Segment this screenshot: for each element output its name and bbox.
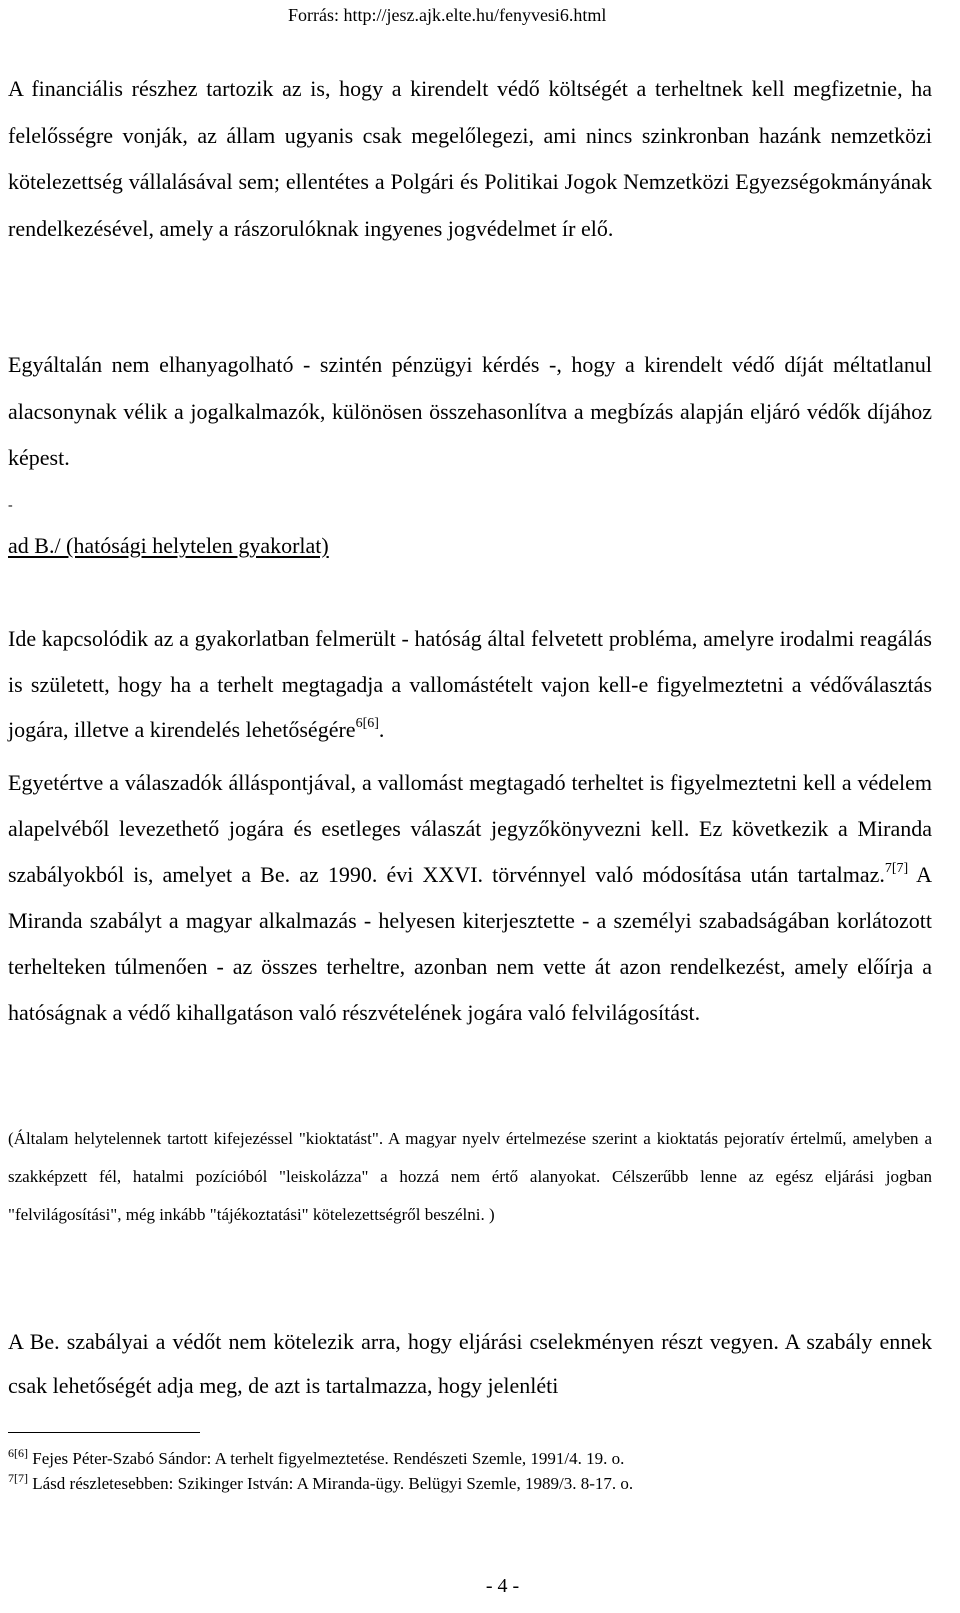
paragraph-miranda-text-a: Egyetértve a válaszadók álláspontjával, a vallomást megtagadó terheltet is figyelmeztetni kell a védelem alapelvéből levezethető jogára és esetleges válaszát jegyzőkönyvezni kell. Ez következik a Miranda szabályokból is, amelyet a Be. az 1990. évi XXVI. törvénnyel való módosítása után tartalmaz. — [8, 770, 932, 887]
footnote-separator — [8, 1432, 200, 1433]
paragraph-fees: Egyáltalán nem elhanyagolható - szintén pénzügyi kérdés -, hogy a kirendelt védő díját méltatlanul alacsonynak vélik a jogalkalmazók, különösen összehasonlítva a megbízás alapján eljáró védők díjához képest. — [8, 352, 932, 470]
paragraph-practice-end: . — [378, 717, 385, 742]
paragraph-practice-text: Ide kapcsolódik az a gyakorlatban felmerült - hatóság által felvetett probléma, amelyre irodalmi reagálás is született, hogy ha a terhelt megtagadja a vallomástételt vajon kell-e figyelmeztetni a védőválasztás jogára, illetve a kirendelés lehetőségére — [8, 626, 932, 742]
footnote-7 — [8, 1471, 932, 1496]
paragraph-be-rules: A Be. szabályai a védőt nem kötelezik arra, hogy eljárási cselekményen részt vegyen. A szabály ennek csak lehetőségét adja meg, de azt is tartalmazza, hogy jelenléti — [8, 1329, 932, 1398]
footnote-6 — [8, 1446, 932, 1471]
footnote-ref-6[interactable]: 6[6] — [355, 716, 379, 731]
footnote-mark-6: 6[6] — [8, 1446, 28, 1460]
paragraph-miranda-text-b: A Miranda szabályt a magyar alkalmazás - helyesen kiterjesztette - a személyi szabadságában korlátozott terhelteken túlmenően - az összes terheltre, azonban nem vette át azon rendelkezést, amely előírja a hatóságnak a védő kihallgatáson való részvételének jogára való felvilágosítást. — [8, 862, 932, 1025]
footnote-text-7: Lásd részletesebben: Szikinger István: A Miranda-ügy. Belügyi Szemle, 1989/3. 8-17. o. — [28, 1474, 634, 1493]
dash-marker: - — [8, 498, 13, 513]
source-header: Forrás: http://jesz.ajk.elte.hu/fenyvesi6.html — [288, 5, 607, 25]
footnotes — [8, 1446, 932, 1496]
section-heading: ad B./ (hatósági helytelen gyakorlat) — [8, 533, 329, 558]
footnote-text-6: Fejes Péter-Szabó Sándor: A terhelt figyelmeztetése. Rendészeti Szemle, 1991/4. 19. o. — [28, 1449, 625, 1468]
paragraph-miranda — [8, 760, 932, 1036]
parenthetical-note: (Általam helytelennek tartott kifejezéssel "kioktatást". A magyar nyelv értelmezése szerint a kioktatás pejoratív értelmű, amelyben a szakképzett fél, hatalmi pozícióból "leiskolázza" a hozzá nem értő alanyokat. Célszerűbb lenne az egész eljárási jogban "felvilágosítási", még inkább "tájékoztatási" kötelezettségről beszélni. ) — [8, 1129, 932, 1224]
footnote-mark-7: 7[7] — [8, 1471, 28, 1485]
footnote-ref-7[interactable]: 7[7] — [884, 861, 909, 876]
paragraph-financial: A financiális részhez tartozik az is, hogy a kirendelt védő költségét a terheltnek kell megfizetnie, ha felelősségre vonják, az állam ugyanis csak megelőlegezi, ami nincs szinkronban hazánk nemzetközi kötelezettség vállalásával sem; ellentétes a Polgári és Politikai Jogok Nemzetközi Egyezségokmányának rendelkezésével, amely a rászorulóknak ingyenes jogvédelmet ír elő. — [8, 76, 932, 241]
paragraph-practice — [8, 616, 932, 753]
page-number: - 4 - — [485, 1575, 520, 1597]
